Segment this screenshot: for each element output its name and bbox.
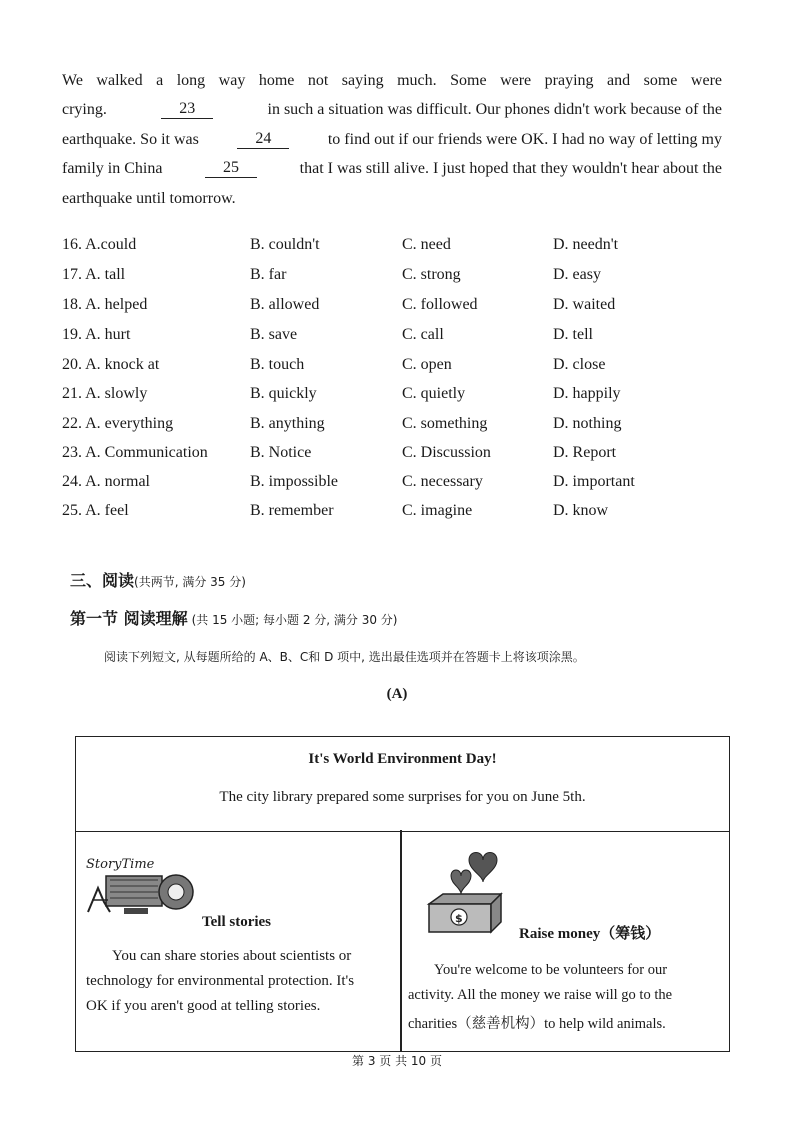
body-line: technology for environmental protection. It's [86, 973, 355, 989]
passage-line-3 [62, 131, 722, 149]
tell-stories-heading: Tell stories [202, 914, 272, 930]
section-title-text: 三、阅读 [70, 571, 135, 590]
body-line: activity. All the money we raise will go to the [408, 987, 673, 1003]
part-title-note: (共 15 小题; 每小题 2 分, 满分 30 分) [191, 613, 398, 627]
option-d: D. happily [553, 385, 621, 402]
passage-text: in such a situation was difficult. Our phones didn't work because of the [267, 101, 722, 118]
option-b: B. save [250, 326, 298, 343]
charity-box-illustration [421, 846, 511, 941]
option-c: C. open [402, 356, 452, 373]
option-a: 24. A. normal [62, 473, 150, 490]
blank-23: 23 [161, 101, 213, 119]
raise-money-heading [519, 922, 660, 943]
instruction: 阅读下列短文, 从每题所给的 A、B、C和 D 项中, 选出最佳选项并在答题卡上将该项涂黑。 [104, 650, 585, 664]
storytime-illustration [84, 852, 202, 927]
option-c: C. strong [402, 266, 461, 283]
passage-text: that I was still alive. I just hoped that they wouldn't hear about the [299, 160, 722, 177]
option-b: B. quickly [250, 385, 317, 402]
passage-text: crying. [62, 101, 107, 118]
option-d: D. needn't [553, 236, 619, 253]
option-d: D. important [553, 473, 635, 490]
option-c: C. something [402, 415, 488, 432]
option-b: B. Notice [250, 444, 312, 461]
option-c: C. call [402, 326, 444, 343]
option-b: B. anything [250, 415, 325, 432]
option-d: D. waited [553, 296, 616, 313]
passage-line-4 [62, 160, 722, 178]
option-a: 16. A.could [62, 236, 137, 253]
svg-text:StoryTime: StoryTime [86, 857, 155, 872]
notice-subtitle: The city library prepared some surprises for you on June 5th. [219, 789, 586, 805]
blank-24: 24 [237, 131, 289, 149]
option-a: 20. A. knock at [62, 356, 160, 373]
passage-text: to find out if our friends were OK. I had no way of letting my [327, 131, 722, 148]
notice-title: It's World Environment Day! [308, 751, 497, 767]
section-title-note: (共两节, 满分 35 分) [134, 575, 246, 589]
option-c: C. Discussion [402, 444, 491, 461]
option-d: D. know [553, 502, 609, 519]
option-a: 22. A. everything [62, 415, 174, 432]
passage-line-5 [62, 190, 236, 208]
passage-text: We walked a long way home not saying much. Some were praying and some were [62, 72, 722, 89]
option-b: B. impossible [250, 473, 339, 490]
svg-text:$: $ [455, 912, 463, 925]
part-title-text: 第一节 阅读理解 [70, 609, 188, 628]
option-a: 17. A. tall [62, 266, 126, 283]
option-c: C. quietly [402, 385, 466, 402]
passage-line-2 [62, 101, 722, 119]
body-line: You can share stories about scientists or [112, 948, 352, 964]
storytime-logo-icon [84, 852, 202, 922]
option-b: B. far [250, 266, 287, 283]
option-a: 18. A. helped [62, 296, 148, 313]
notice-right-panel [400, 830, 730, 1052]
charity-box-icon [421, 846, 511, 936]
part-title [70, 606, 398, 629]
option-c: C. need [402, 236, 451, 253]
body-line: OK if you aren't good at telling stories. [86, 998, 321, 1014]
option-a: 19. A. hurt [62, 326, 131, 343]
passage-text: earthquake until tomorrow. [62, 190, 236, 207]
page-footer: 第 3 页 共 10 页 [352, 1054, 442, 1068]
passage-text: earthquake. So it was [62, 131, 199, 148]
option-b: B. remember [250, 502, 334, 519]
option-d: D. easy [553, 266, 601, 283]
option-a: 23. A. Communication [62, 444, 208, 461]
body-line: charities（慈善机构）to help wild animals. [408, 1016, 666, 1032]
option-d: D. close [553, 356, 606, 373]
passage-line-1 [62, 72, 722, 90]
option-a: 21. A. slowly [62, 385, 148, 402]
option-a: 25. A. feel [62, 502, 129, 519]
raise-money-heading-cn: （筹钱） [600, 924, 661, 942]
option-d: D. nothing [553, 415, 622, 432]
option-c: C. imagine [402, 502, 473, 519]
notice-header-box [75, 736, 730, 832]
notice-left-panel [75, 830, 402, 1052]
passage-label: (A) [386, 686, 408, 702]
option-b: B. allowed [250, 296, 320, 313]
blank-25: 25 [205, 160, 257, 178]
option-b: B. couldn't [250, 236, 320, 253]
option-d: D. Report [553, 444, 617, 461]
section-title [70, 568, 246, 591]
passage-text: family in China [62, 160, 163, 177]
option-d: D. tell [553, 326, 593, 343]
option-b: B. touch [250, 356, 305, 373]
body-line: You're welcome to be volunteers for our [434, 962, 668, 978]
option-c: C. followed [402, 296, 478, 313]
option-c: C. necessary [402, 473, 483, 490]
raise-money-heading-text: Raise money [519, 926, 601, 942]
